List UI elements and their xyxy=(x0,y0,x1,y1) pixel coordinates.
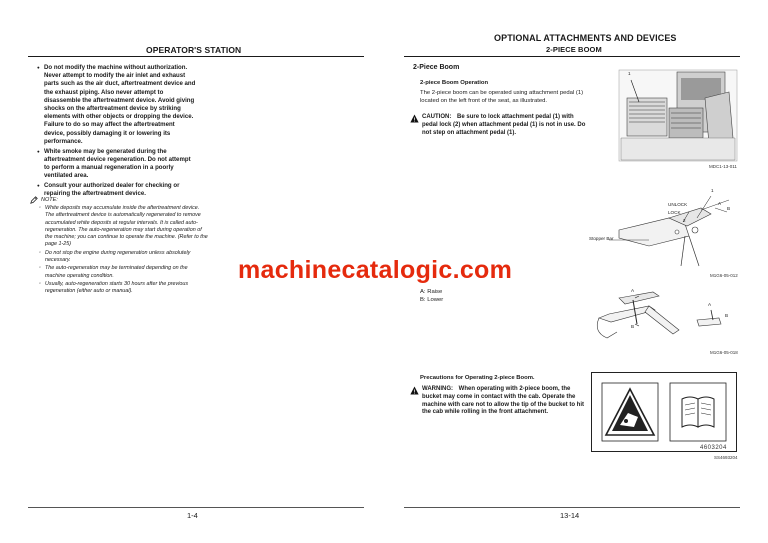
left-title-rule xyxy=(28,56,364,57)
lower-label: B: Lower xyxy=(420,297,444,303)
figure-pedal-lock xyxy=(589,188,739,270)
caution-body: Be sure to lock attachment pedal (1) with pedal lock (2) when attachment pedal (1) is not in use. Do not step on attachment pedal (1). xyxy=(422,114,586,136)
fig3-code: M1G6-05-018 xyxy=(710,350,738,355)
warning-body: When operating with 2-piece boom, the bucket may come in contact with the cab. Operate the machine with care not to allow the tip of the bucket to hit the cab while rolling in the front attachment. xyxy=(422,386,585,416)
caution-text xyxy=(422,114,590,137)
operation-body: The 2-piece boom can be operated using attachment pedal (1) located on the left front of the seat, as illustrated. xyxy=(420,90,584,104)
fig2-code: M1G6-05-012 xyxy=(710,273,738,278)
decal-number: 4603204 xyxy=(700,445,727,451)
warning-decal xyxy=(591,372,737,452)
right-title-rule xyxy=(404,56,740,57)
fig2-callout-2: 2 xyxy=(683,218,686,223)
warning-block xyxy=(410,386,590,417)
note-heading xyxy=(30,196,58,204)
note-list xyxy=(39,205,209,297)
precautions-heading: Precautions for Operating 2-piece Boom. xyxy=(420,375,535,381)
heading-2-piece-boom: 2-Piece Boom xyxy=(413,64,460,71)
decal-code: SS4693204 xyxy=(714,455,738,460)
right-footer-rule xyxy=(404,507,740,508)
raise-label: A: Raise xyxy=(420,289,443,295)
watermark: machinecatalogic.com xyxy=(238,256,513,284)
fig3-label-a-right: A xyxy=(708,302,712,307)
bullet-item: ● White smoke may be generated during the aftertreatment device regeneration. Do not attempt to perform a manual regeneration in a poorly ventilated area. xyxy=(37,148,197,181)
fig2-lock-label: LOCK xyxy=(668,210,681,215)
chapter-title: OPTIONAL ATTACHMENTS AND DEVICES xyxy=(494,33,677,43)
pencil-icon xyxy=(30,196,38,204)
warning-label: WARNING: xyxy=(422,386,453,392)
left-section-title: OPERATOR'S STATION xyxy=(146,45,242,55)
svg-text:!: ! xyxy=(413,389,416,395)
fig3-label-b-right: B xyxy=(725,313,729,318)
svg-text:!: ! xyxy=(413,117,416,123)
warning-text xyxy=(422,386,590,417)
right-section-title: 2-PIECE BOOM xyxy=(546,45,602,54)
fig1-callout-1: 1 xyxy=(628,71,631,76)
bullet-item: ● Consult your authorized dealer for checking or repairing the aftertreatment device. xyxy=(37,182,197,198)
fig2-callout-a: A xyxy=(718,201,722,206)
note-item: · Usually, auto-regeneration starts 30 hours after the previous regeneration (either auto or manual). xyxy=(39,281,209,296)
right-page-number: 13-14 xyxy=(560,511,580,520)
figure-cab-pedal xyxy=(617,68,739,163)
note-item: · Do not stop the engine during regeneration unless absolutely necessary. xyxy=(39,250,209,265)
left-footer-rule xyxy=(28,507,364,508)
fig3-label-b-left: B xyxy=(631,324,635,329)
caution-label: CAUTION: xyxy=(422,114,452,120)
fig2-unlock-label: UNLOCK xyxy=(668,202,688,207)
note-item: · White deposits may accumulate inside the aftertreatment device. The aftertreatment device is automatically regenerated to remove accumulated white deposits at regular intervals. It is called auto-regeneration. The auto-regeneration may start during operation of the machine; you can continue to operate the machine. (Refer to the page 1-25) xyxy=(39,205,209,249)
caution-block xyxy=(410,114,590,137)
fig2-stopper-label: Stopper Bar xyxy=(589,236,614,241)
note-item: · The auto-regeneration may be terminated depending on the machine operating condition. xyxy=(39,265,209,280)
fig2-callout-1: 1 xyxy=(711,188,714,193)
left-page-number: 1-4 xyxy=(187,511,198,520)
caution-triangle-icon xyxy=(410,114,419,123)
warning-triangle-icon xyxy=(410,386,419,395)
subheading-operation: 2-piece Boom Operation xyxy=(420,80,489,86)
note-label: NOTE: xyxy=(41,197,58,203)
fig2-callout-b: B xyxy=(727,206,731,211)
fig3-label-a-left: A xyxy=(631,288,635,293)
fig1-code: MDC1-13-011 xyxy=(709,164,737,169)
warning-bullets xyxy=(37,64,197,200)
figure-boom-movement xyxy=(589,288,739,346)
bullet-item: ● Do not modify the machine without authorization. Never attempt to modify the air inlet and exhaust parts such as the air duct, aftertreatment device and the exhaust piping. Also never attempt to disassemble the aftertreatment device. Avoid giving shocks on the aftertreatment device by striking elements with other objects or dropping the device. Failure to do so may affect the aftertreatment device, possibly damaging it or lowering its performance. xyxy=(37,64,197,146)
